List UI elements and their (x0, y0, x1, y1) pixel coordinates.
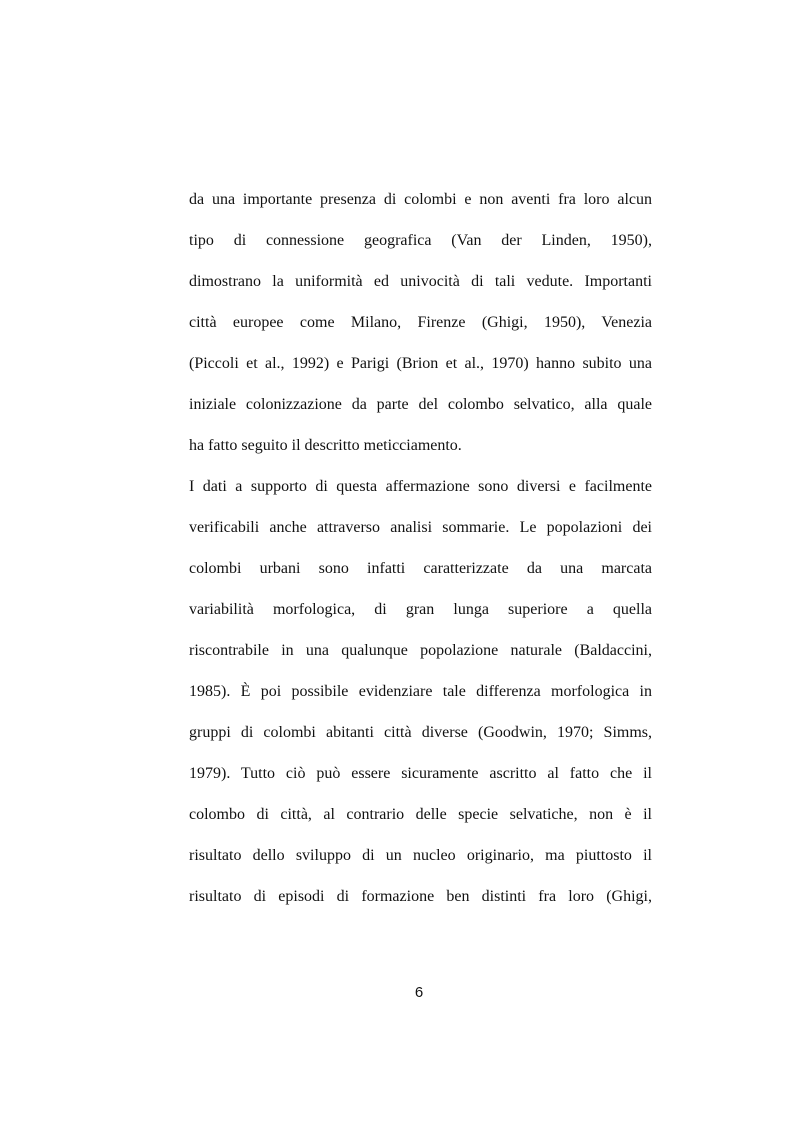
text-line: risultato dello sviluppo di un nucleo originario, ma piuttosto il (189, 847, 652, 864)
text-line: 1985). È poi possibile evidenziare tale differenza morfologica in (189, 683, 652, 700)
text-line: tipo di connessione geografica (Van der Linden, 1950), (189, 232, 652, 249)
text-line: da una importante presenza di colombi e non aventi fra loro alcun (189, 191, 652, 208)
text-line: colombi urbani sono infatti caratterizzate da una marcata (189, 560, 652, 577)
text-line: 1979). Tutto ciò può essere sicuramente ascritto al fatto che il (189, 765, 652, 782)
text-line: gruppi di colombi abitanti città diverse (Goodwin, 1970; Simms, (189, 724, 652, 741)
text-line: I dati a supporto di questa affermazione sono diversi e facilmente (189, 478, 652, 495)
page-number: 6 (414, 984, 424, 1001)
text-line: (Piccoli et al., 1992) e Parigi (Brion et al., 1970) hanno subito una (189, 355, 652, 372)
text-line: variabilità morfologica, di gran lunga superiore a quella (189, 601, 652, 618)
text-line: verificabili anche attraverso analisi sommarie. Le popolazioni dei (189, 519, 652, 536)
text-line: riscontrabile in una qualunque popolazione naturale (Baldaccini, (189, 642, 652, 659)
text-line: dimostrano la uniformità ed univocità di tali vedute. Importanti (189, 273, 652, 290)
text-line: iniziale colonizzazione da parte del colombo selvatico, alla quale (189, 396, 652, 413)
text-line: ha fatto seguito il descritto meticciamento. (189, 437, 462, 454)
text-line: città europee come Milano, Firenze (Ghigi, 1950), Venezia (189, 314, 652, 331)
text-line: colombo di città, al contrario delle specie selvatiche, non è il (189, 806, 652, 823)
text-line: risultato di episodi di formazione ben distinti fra loro (Ghigi, (189, 888, 652, 905)
